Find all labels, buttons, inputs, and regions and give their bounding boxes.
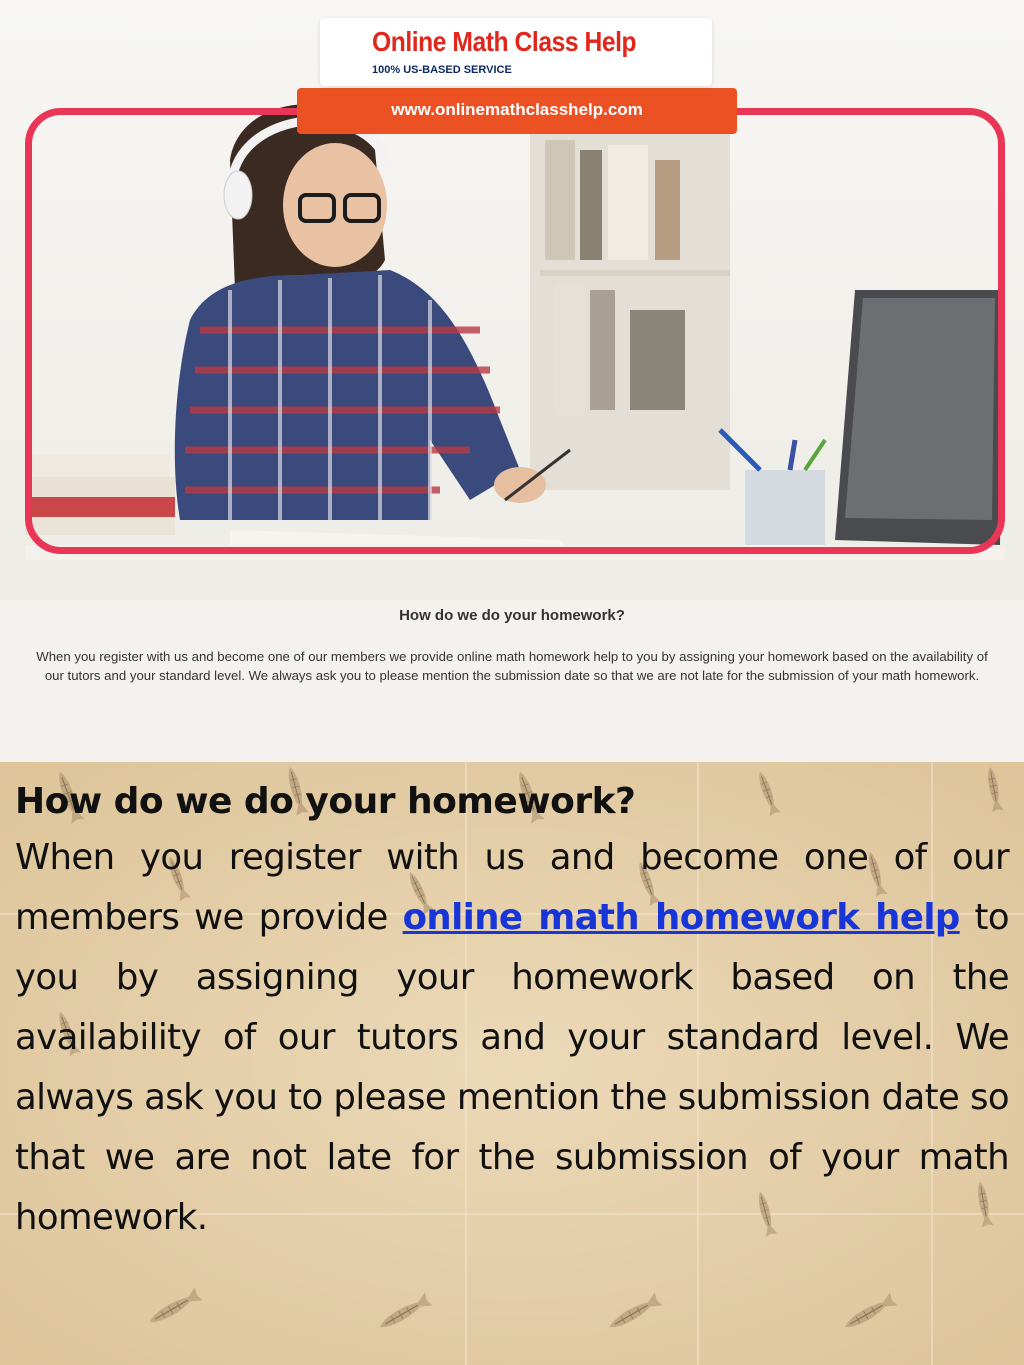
url-banner [297, 88, 737, 134]
article-heading: How do we do your homework? [15, 781, 636, 822]
paragraph-text-end: to you by assigning your homework based on the availability of our tutors and your standard level. We always ask you to please mention the submission date so that we are not late for the submission of your math homework. [15, 897, 1009, 1238]
paragraph-text-start: When you register with us and become one of our members we provide [15, 837, 1009, 938]
logo-title: Online Math Class Help [372, 26, 637, 57]
article-section [0, 762, 1024, 1365]
url-text: www.onlinemathclasshelp.com [391, 100, 643, 119]
article-content [15, 776, 1009, 1248]
logo-subtitle: 100% US-BASED SERVICE [372, 64, 512, 76]
image-frame [25, 108, 1005, 554]
online-math-homework-help-link[interactable]: online math homework help [402, 897, 960, 938]
article-paragraph [15, 828, 1009, 1248]
logo [320, 18, 712, 86]
slide-heading: How do we do your homework? [399, 607, 625, 624]
slide-body: When you register with us and become one of our members we provide online math homework help to you by assigning your homework based on the availability of our tutors and your standard level. We always ask you to please mention the submission date so that we are not late for the submission of your math homework. [36, 649, 988, 683]
